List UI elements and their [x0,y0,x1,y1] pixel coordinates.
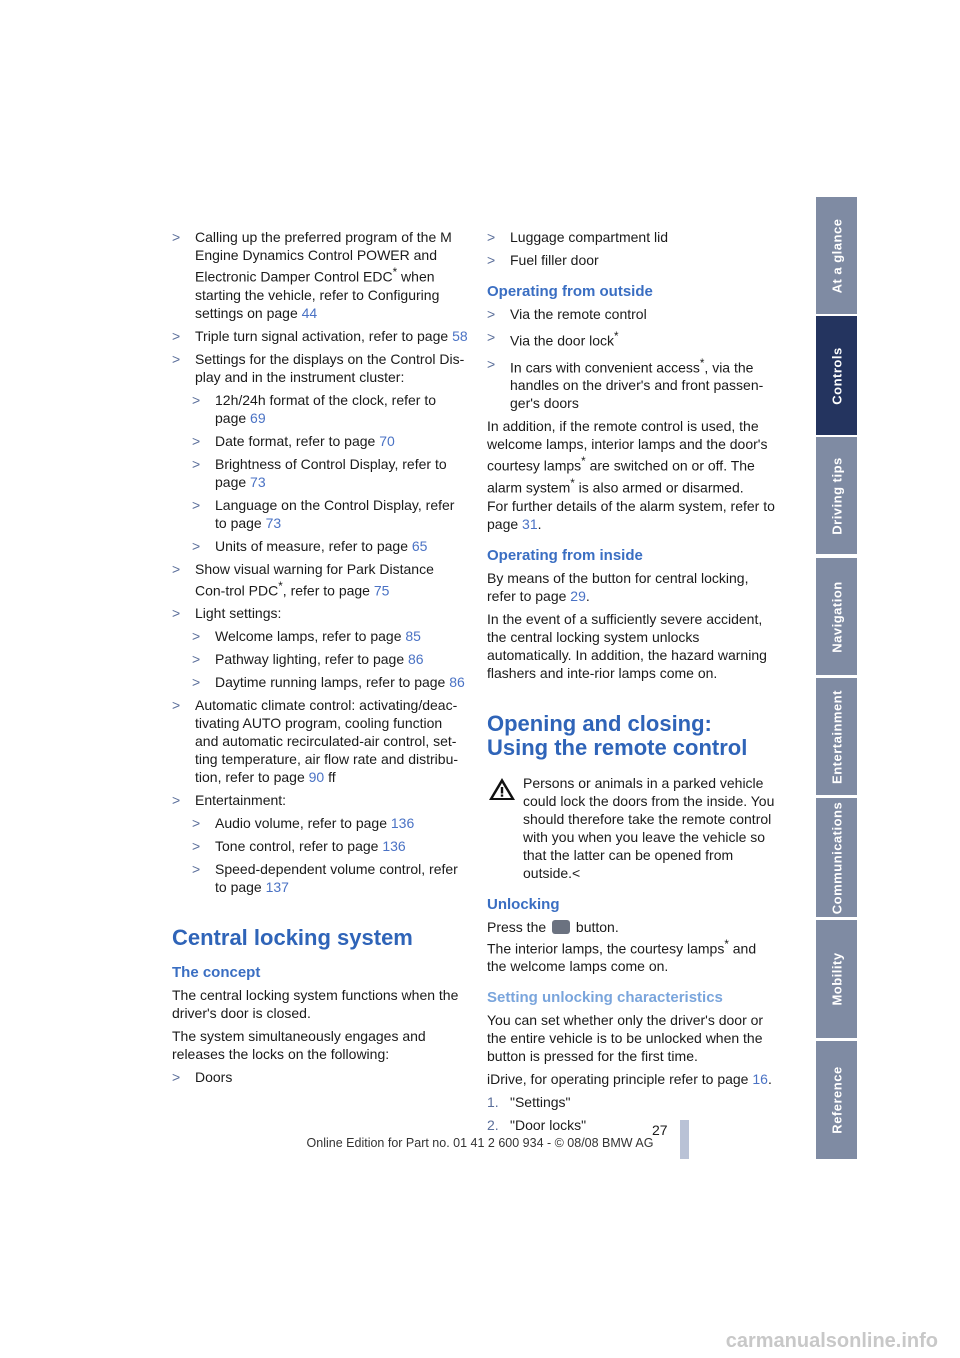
bullet-marker: > [487,306,496,322]
page-link[interactable]: 73 [250,473,266,490]
tab-communications[interactable]: Communications [816,798,857,917]
bullet-marker: > [487,252,496,268]
bullet-marker: > [192,651,201,668]
bullet-marker: > [487,229,496,245]
page-link[interactable]: 70 [379,432,395,449]
page-link[interactable]: 69 [250,409,266,426]
tab-navigation[interactable]: Navigation [816,558,857,675]
page-link[interactable]: 85 [405,628,421,645]
page-link[interactable]: 136 [382,838,406,855]
bullet-marker: > [192,391,201,408]
sub-list-item: > Audio volume, refer to page 136 [192,815,415,832]
bullet-marker: > [192,496,201,513]
tab-at-a-glance[interactable]: At a glance [816,197,857,314]
paragraph: Press the button. The interior lamps, the courtesy lamps* and the welcome lamps come on. [487,918,757,975]
page-link[interactable]: 44 [301,304,318,321]
bullet-marker: > [192,455,201,472]
list-item: > Doors [172,1069,233,1086]
optional-equipment-star: * [614,330,619,343]
section-heading-central-locking: Central locking system [172,925,413,951]
page-link[interactable]: 65 [411,537,428,554]
page-number: 27 [652,1122,668,1138]
right-column [487,228,779,1139]
list-item: > Settings for the displays on the Control Dis-play and in the instrument cluster: [172,350,465,385]
tab-entertainment[interactable]: Entertainment [816,678,857,795]
bullet-marker: > [172,792,181,809]
bullet-marker: > [172,697,181,714]
numbered-item: 2. "Door locks" [487,1117,587,1134]
paragraph: The central locking system functions when the driver's door is closed. [172,987,459,1022]
subheading-operating-inside: Operating from inside [487,546,643,564]
warning-triangle-icon [487,776,517,802]
page-link[interactable]: 75 [373,582,390,599]
paragraph: You can set whether only the driver's door or the entire vehicle is to be unlocked when the button is pressed for the first time. [487,1012,764,1065]
tab-mobility[interactable]: Mobility [816,920,857,1038]
bullet-marker: > [172,605,181,622]
bullet-marker: > [192,674,201,691]
sub-list-item: > Tone control, refer to page 136 [192,838,406,855]
optional-equipment-star: * [570,476,575,490]
sub-list-item: > Language on the Control Display, refer to page 73 [192,496,455,531]
page-link[interactable]: 136 [390,815,415,832]
step-number: 2. [487,1117,499,1134]
optional-equipment-star: * [724,937,729,951]
page-link[interactable]: 58 [452,327,468,344]
sub-list-item: > Brightness of Control Display, refer to page 73 [192,455,447,490]
sub-list-item: > Welcome lamps, refer to page 85 [192,628,421,645]
list-item: > Via the door lock* [487,329,619,349]
bullet-marker: > [487,329,496,345]
step-number: 1. [487,1094,499,1111]
list-item: > In cars with convenient access*, via the handles on the driver's and front passen-ger's doors [487,355,764,412]
tab-reference[interactable]: Reference [816,1041,857,1159]
list-item: > Entertainment: [172,792,287,809]
bullet-marker: > [192,838,201,855]
sub-list-item: > Pathway lighting, refer to page 86 [192,651,424,668]
section-heading-opening-closing: Opening and closing: Using the remote control [487,710,748,760]
subheading-concept: The concept [172,964,261,982]
optional-equipment-star: * [699,356,705,370]
footer-edition-text: Online Edition for Part no. 01 41 2 600 934 - © 08/08 BMW AG [306,1136,654,1150]
page-link[interactable]: 31 [522,515,538,532]
paragraph: By means of the button for central locking, refer to page 29. [487,569,749,604]
unlock-button-icon [552,920,570,934]
bullet-marker: > [487,355,496,372]
subheading-setting-unlocking: Setting unlocking characteristics [487,989,723,1007]
bullet-marker: > [192,628,201,645]
page-link[interactable]: 137 [265,879,289,896]
list-item: > Show visual warning for Park Distance Con-trol PDC*, refer to page 75 [172,560,434,599]
bullet-marker: > [172,229,181,245]
sub-list-item: > Daytime running lamps, refer to page 86 [192,674,465,691]
bullet-marker: > [172,327,181,344]
left-column [172,228,468,1091]
tab-controls[interactable]: Controls [816,316,857,435]
paragraph: In addition, if the remote control is used, the welcome lamps, interior lamps and the door's courtesy lamps* are switched on or off. The alarm system* is also armed or disarmed. For further details of the alarm system, refer to page 31. [487,418,775,532]
bullet-marker: > [192,537,201,554]
paragraph: The system simultaneously engages and releases the locks on the following: [172,1028,426,1063]
list-item: > Triple turn signal activation, refer to page 58 [172,327,468,344]
subheading-operating-outside: Operating from outside [487,283,653,300]
tab-driving-tips[interactable]: Driving tips [816,437,857,554]
bullet-marker: > [172,350,181,367]
numbered-item: 1. "Settings" [487,1094,571,1111]
subheading-unlocking: Unlocking [487,895,560,913]
page-link[interactable]: 86 [449,674,465,691]
list-item: > Fuel filler door [487,252,599,268]
page-link[interactable]: 90 [308,769,325,786]
paragraph: iDrive, for operating principle refer to page 16. [487,1071,772,1088]
page-link[interactable]: 73 [265,514,282,531]
bullet-marker: > [192,861,201,878]
sub-list-item: > 12h/24h format of the clock, refer to page 69 [192,391,437,426]
sub-list-item: > Date format, refer to page 70 [192,432,395,449]
paragraph: In the event of a sufficiently severe accident, the central locking system unlocks automatically. In addition, the hazard warning flashers and inte-rior lamps come on. [487,610,767,681]
list-item: > Calling up the preferred program of the M Engine Dynamics Control POWER and Electronic Damper Control EDC* when starting the vehicle, refer to Configuring settings on page 44 [172,229,452,321]
bullet-marker: > [172,560,181,577]
page-link[interactable]: 16 [752,1071,768,1088]
bullet-marker: > [192,815,201,832]
page-link[interactable]: 86 [408,651,424,668]
list-item: > Luggage compartment lid [487,229,668,245]
warning-note: Persons or animals in a parked vehicle could lock the doors from the inside. You should therefore take the remote control with you when you leave the vehicle so that the latter can be opened from outside.< [487,774,779,882]
bullet-marker: > [172,1069,181,1086]
optional-equipment-star: * [581,455,586,469]
sub-list-item: > Units of measure, refer to page 65 [192,537,428,554]
sub-list-item: > Speed-dependent volume control, refer to page 137 [192,861,458,896]
bullet-marker: > [192,432,201,449]
watermark: carmanualsonline.info [725,1330,938,1352]
optional-equipment-star: * [392,266,398,279]
list-item: > Light settings: [172,605,282,622]
list-item: > Automatic climate control: activating/deac-tivating AUTO program, cooling function and automatic recirculated-air control, set-ting temperature, air flow rate and distribu-tion, refer to page 90 ff [172,697,459,786]
optional-equipment-star: * [278,579,283,593]
page-link[interactable]: 29 [570,587,586,604]
list-item: > Via the remote control [487,306,647,322]
